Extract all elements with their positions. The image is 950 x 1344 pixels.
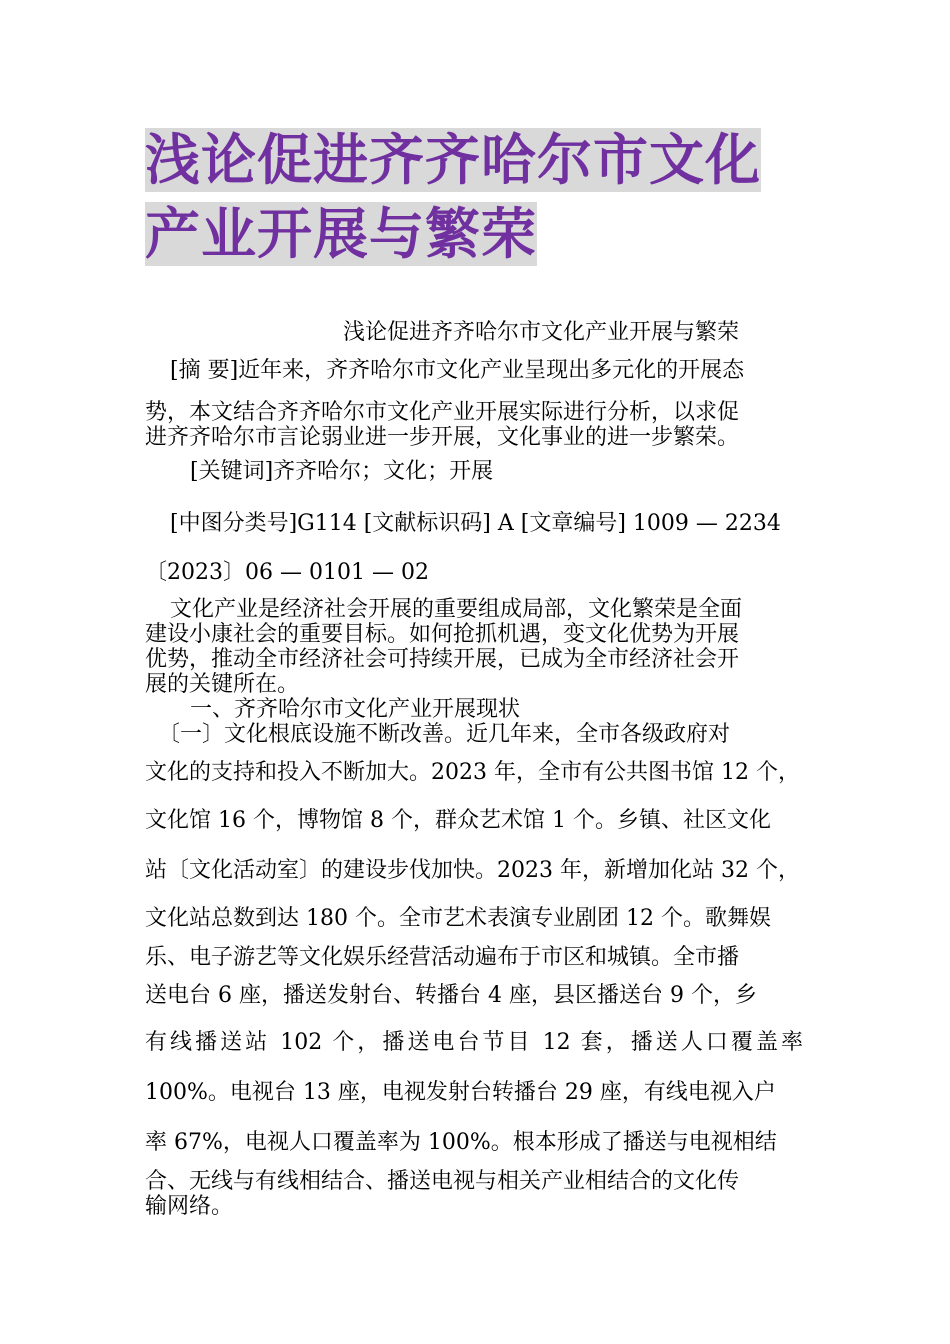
section-1-line-8: 有线播送站 102 个，播送电台节目 12 套，播送人口覆盖率 [145, 1030, 803, 1055]
intro-line-4: 展的关键所在。 [145, 672, 300, 697]
abstract-line-2: 势，本文结合齐齐哈尔市文化产业开展实际进行分析，以求促 [145, 400, 740, 425]
section-1-line-10: 率 67%，电视人口覆盖率为 100%。根本形成了播送与电视相结 [145, 1130, 777, 1155]
section-1-line-1: 〔一〕文化根底设施不断改善。近几年来，全市各级政府对 [158, 722, 731, 747]
section-1-line-3: 文化馆 16 个，博物馆 8 个，群众艺术馆 1 个。乡镇、社区文化 [145, 808, 771, 833]
keywords: [关键词]齐齐哈尔；文化；开展 [190, 459, 494, 484]
intro-line-1: 文化产业是经济社会开展的重要组成局部，文化繁荣是全面 [170, 597, 743, 622]
section-1-line-9: 100%。电视台 13 座，电视发射台转播台 29 座，有线电视入户 [145, 1080, 776, 1105]
classification-line-2: 〔2023〕06 — 0101 — 02 [145, 560, 429, 585]
section-1-line-5: 文化站总数到达 180 个。全市艺术表演专业剧团 12 个。歌舞娱 [145, 906, 771, 931]
subtitle: 浅论促进齐齐哈尔市文化产业开展与繁荣 [343, 320, 740, 345]
section-1-line-2: 文化的支持和投入不断加大。2023 年，全市有公共图书馆 12 个， [145, 760, 800, 785]
section-1-line-11: 合、无线与有线相结合、播送电视与相关产业相结合的文化传 [145, 1169, 740, 1194]
section-1-line-12: 输网络。 [145, 1194, 234, 1219]
classification-line-1: [中图分类号]G114 [文献标识码] A [文章编号] 1009 — 2234 [170, 511, 781, 536]
intro-line-2: 建设小康社会的重要目标。如何抢抓机遇，变文化优势为开展 [145, 622, 740, 647]
section-1-heading: 一、齐齐哈尔市文化产业开展现状 [190, 697, 521, 722]
abstract-line-3: 进齐齐哈尔市言论弱业进一步开展，文化事业的进一步繁荣。 [145, 425, 740, 450]
intro-line-3: 优势，推动全市经济社会可持续开展，已成为全市经济社会开 [145, 647, 740, 672]
main-title [145, 128, 825, 276]
abstract-line-1: [摘 要]近年来，齐齐哈尔市文化产业呈现出多元化的开展态 [170, 358, 745, 383]
section-1-line-4: 站〔文化活动室〕的建设步伐加快。2023 年，新增加化站 32 个， [145, 858, 800, 883]
main-title-line-1: 浅论促进齐齐哈尔市文化 [145, 128, 762, 192]
section-1-line-7: 送电台 6 座，播送发射台、转播台 4 座，县区播送台 9 个，乡 [145, 983, 757, 1008]
section-1-line-6: 乐、电子游艺等文化娱乐经营活动遍布于市区和城镇。全市播 [145, 945, 740, 970]
main-title-line-2: 产业开展与繁荣 [145, 202, 538, 266]
